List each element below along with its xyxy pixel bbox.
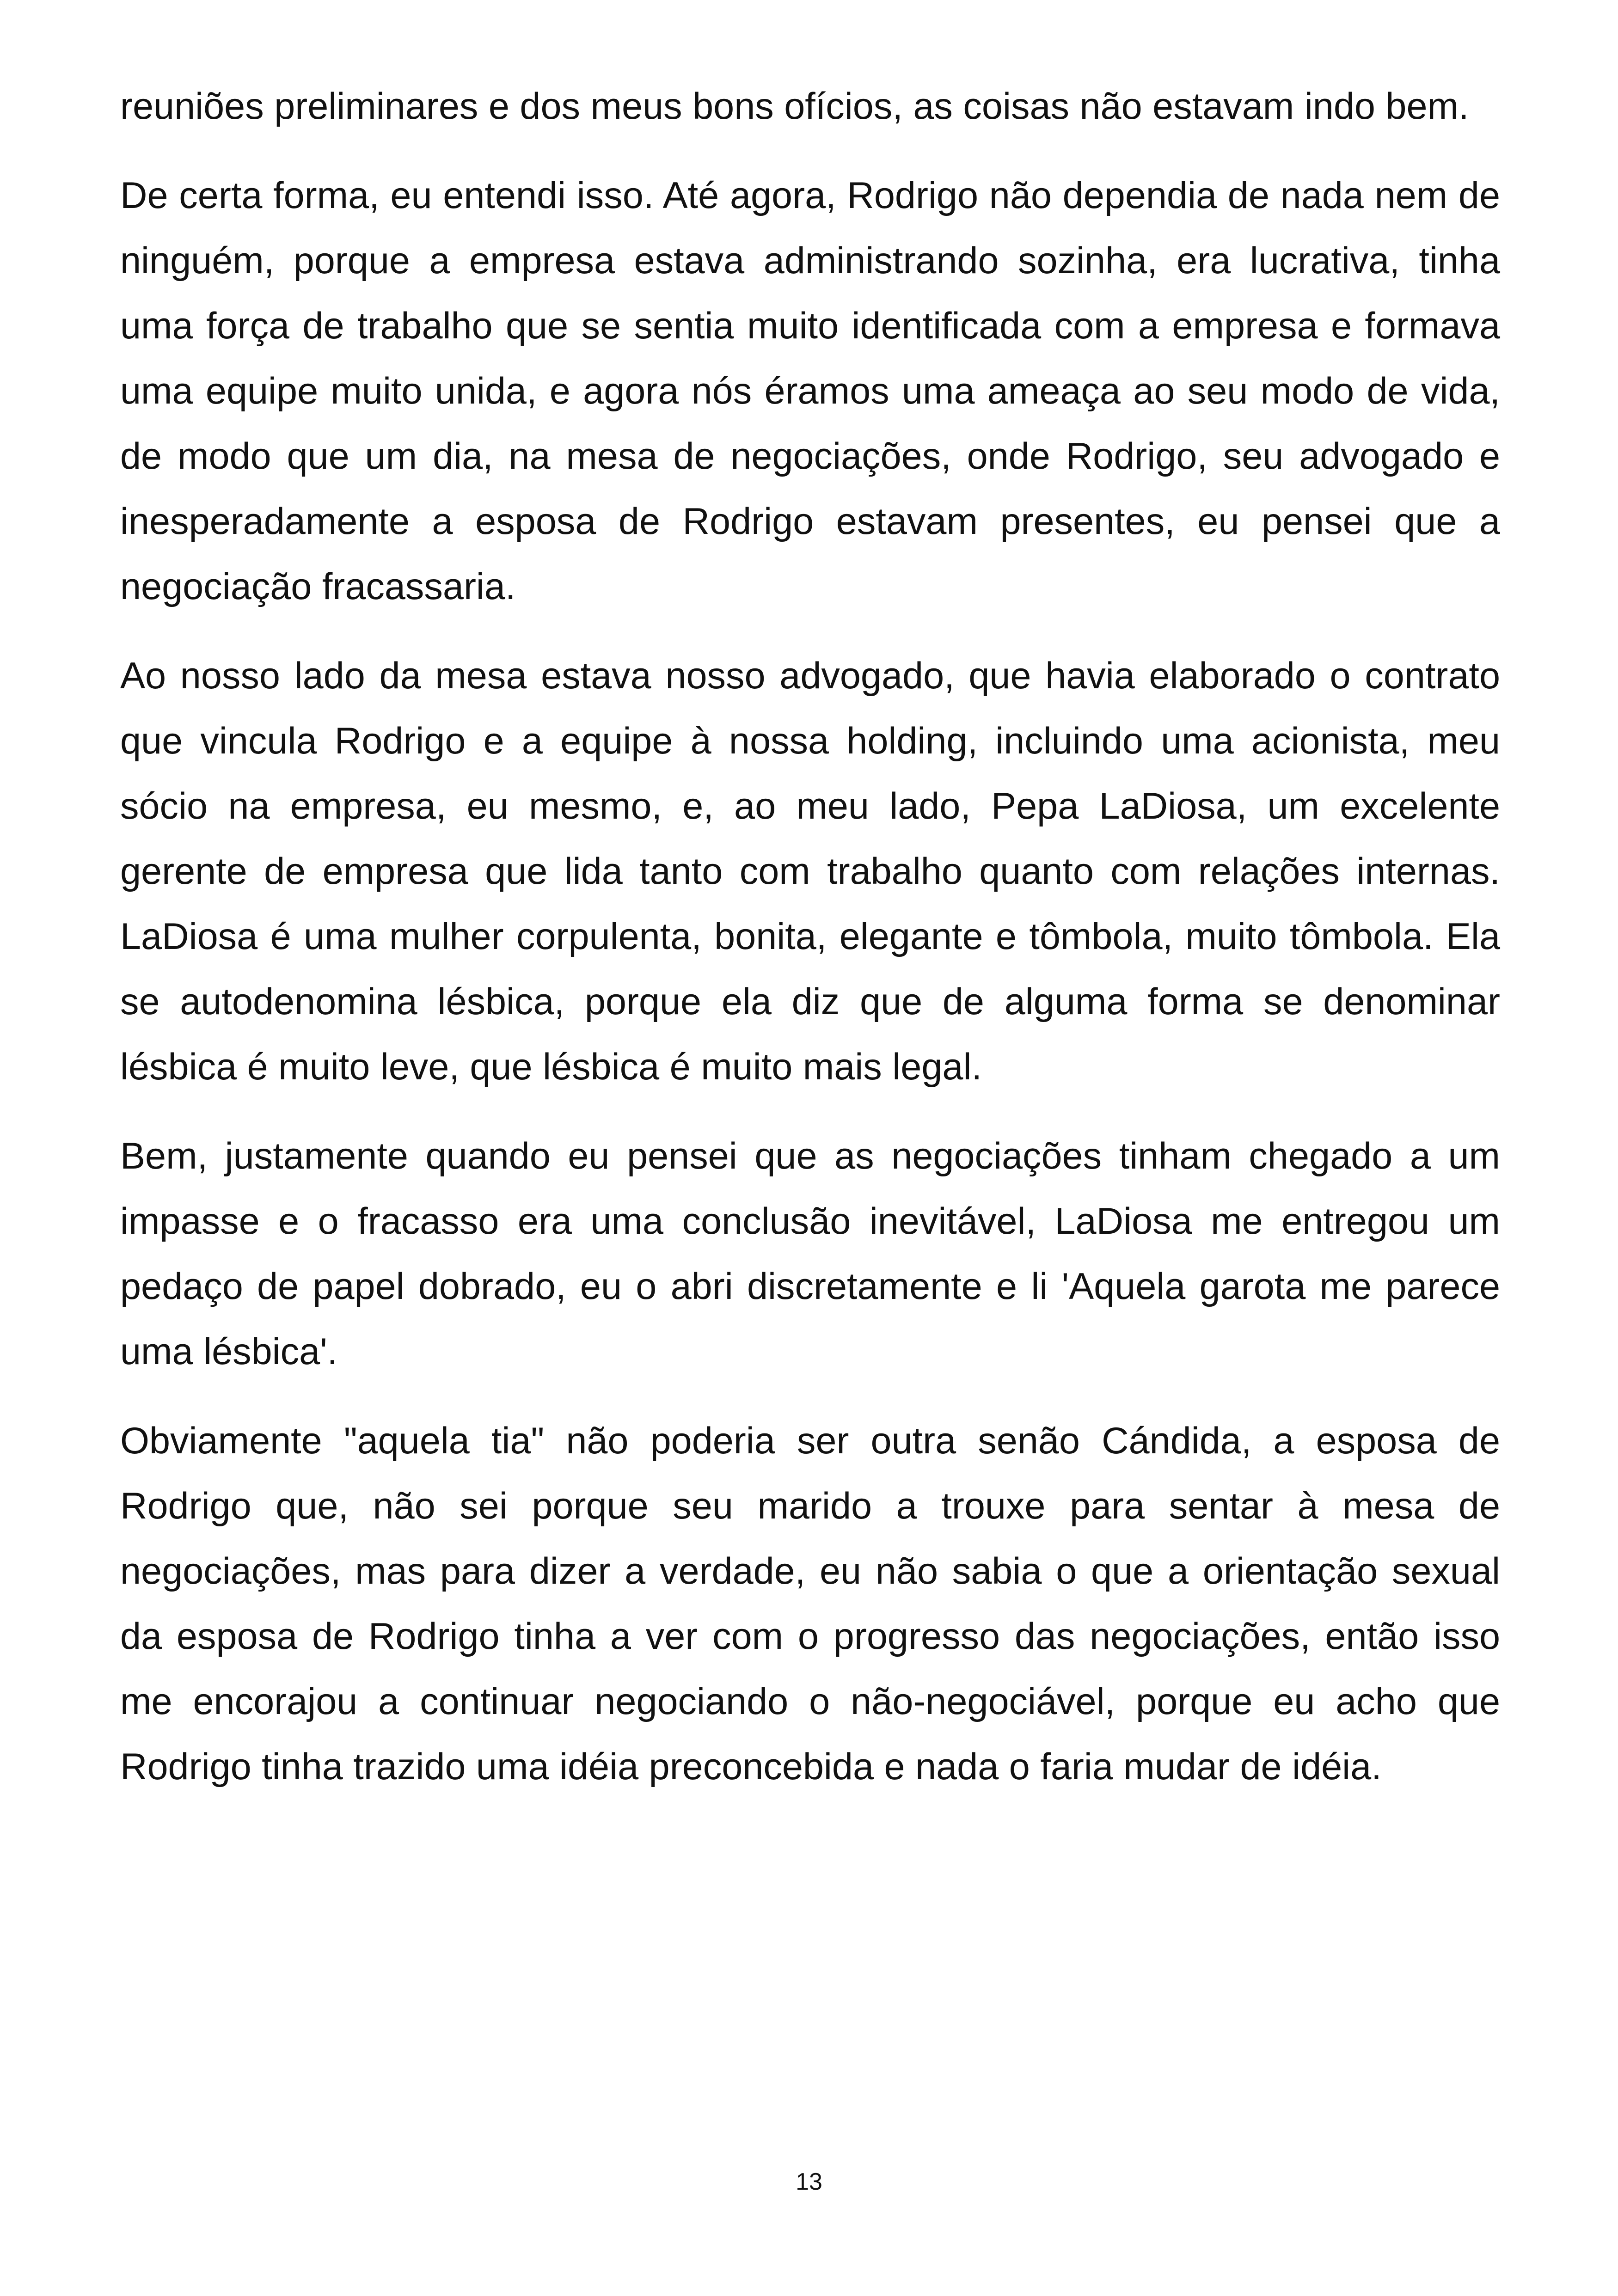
paragraph-1: reuniões preliminares e dos meus bons ofícios, as coisas não estavam indo bem. — [120, 86, 1469, 127]
page-body — [120, 74, 1500, 1824]
paragraph-4: Bem, justamente quando eu pensei que as negociações tinham chegado a um impasse e o fracasso era uma conclusão inevitável, LaDiosa me entregou um pedaço de papel dobrado, eu o abri discretamente e li 'Aquela garota me parece uma lésbica'. — [120, 1135, 1500, 1372]
page-number: 13 — [796, 2168, 822, 2195]
paragraph-3: Ao nosso lado da mesa estava nosso advogado, que havia elaborado o contrato que vincula Rodrigo e a equipe à nossa holding, incluindo uma acionista, meu sócio na empresa, eu mesmo, e, ao meu lado, Pepa LaDiosa, um excelente gerente de empresa que lida tanto com trabalho quanto com relações internas. LaDiosa é uma mulher corpulenta, bonita, elegante e tômbola, muito tômbola. Ela se autodenomina lésbica, porque ela diz que de alguma forma se denominar lésbica é muito leve, que lésbica é muito mais legal. — [120, 655, 1500, 1088]
paragraph-2: De certa forma, eu entendi isso. Até agora, Rodrigo não dependia de nada nem de ninguém, porque a empresa estava administrando sozinha, era lucrativa, tinha uma força de trabalho que se sentia muito identificada com a empresa e formava uma equipe muito unida, e agora nós éramos uma ameaça ao seu modo de vida, de modo que um dia, na mesa de negociações, onde Rodrigo, seu advogado e inesperadamente a esposa de Rodrigo estavam presentes, eu pensei que a negociação fracassaria. — [120, 175, 1500, 607]
paragraph-5: Obviamente "aquela tia" não poderia ser outra senão Cándida, a esposa de Rodrigo que, não sei porque seu marido a trouxe para sentar à mesa de negociações, mas para dizer a verdade, eu não sabia o que a orientação sexual da esposa de Rodrigo tinha a ver com o progresso das negociações, então isso me encorajou a continuar negociando o não-negociável, porque eu acho que Rodrigo tinha trazido uma idéia preconcebida e nada o faria mudar de idéia. — [120, 1420, 1500, 1788]
